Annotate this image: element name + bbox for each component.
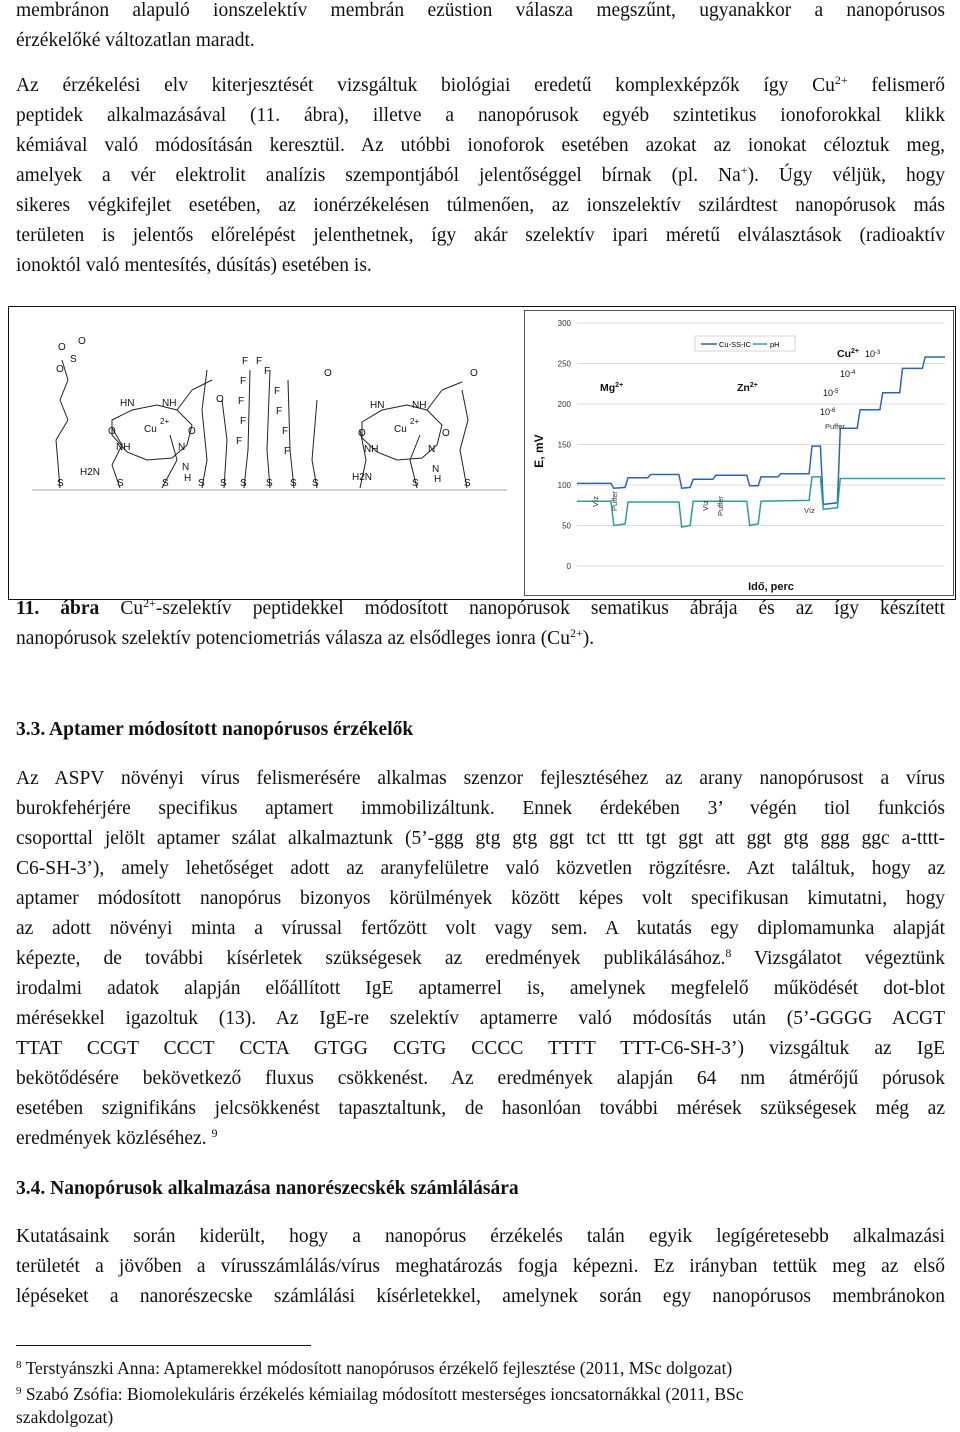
section-heading-3-4 xyxy=(16,1174,945,1204)
svg-text:S: S xyxy=(266,478,273,489)
footnote-9 xyxy=(16,1383,744,1405)
footnote-text: szakdolgozat) xyxy=(16,1407,114,1427)
text-span: eredmények közléséhez. xyxy=(16,1128,207,1149)
svg-text:F: F xyxy=(274,386,281,397)
text-line: kémiával való módosításán keresztül. Az utóbbi ionoforok esetében azokat az ionokat céloztuk meg, xyxy=(16,135,945,156)
annotation-conc: $10^{-4}$ xyxy=(840,369,856,379)
potentiometric-chart xyxy=(524,310,954,596)
text-line: irodalmi adatok alapján előállított IgE aptamerrel is, amelynek megfelelő működését dot-blot xyxy=(16,978,945,999)
footnote-8 xyxy=(16,1357,732,1379)
figure-11 xyxy=(8,306,956,600)
y-tick-label: 200 xyxy=(557,400,571,409)
legend-item: pH xyxy=(770,340,780,349)
svg-text:S: S xyxy=(220,478,227,489)
text-span: nanopórusok szelektív potenciometriás válasza az elsődleges ionra (Cu xyxy=(16,628,570,649)
svg-text:H: H xyxy=(184,473,192,484)
text-line: mérésekkel igazoltuk (13). Az IgE-re szelektív aptamerre való módosítás után (5’-GGGG ACGT xyxy=(16,1008,945,1029)
text-line: csoporttal jelölt aptamer szálat alkalmaztunk (5’-ggg gtg gtg ggt tct ttt tgt ggt att ggt gtg ggg ggc a-tttt- xyxy=(16,828,945,849)
figure-caption xyxy=(16,594,945,654)
svg-text:O: O xyxy=(216,394,224,405)
chart-legend xyxy=(695,336,795,351)
y-tick-label: 100 xyxy=(557,481,571,490)
text-line: Az ASPV növényi vírus felismerésére alkalmas szenzor fejlesztéséhez az arany nanopórusost a vírus xyxy=(16,768,945,789)
text-line: területét a jövőben a vírusszámlálás/vírus meghatározás fogja képezni. Ez irányban tettük meg az első xyxy=(16,1256,945,1277)
section-number: 3.3. xyxy=(16,719,46,740)
annotation-viz: Víz xyxy=(701,500,710,511)
text-span: ). xyxy=(582,628,595,649)
svg-text:F: F xyxy=(276,406,283,417)
svg-text:O: O xyxy=(188,426,196,437)
annotation-conc: $10^{-3}$ xyxy=(865,349,881,359)
svg-text:S: S xyxy=(312,478,319,489)
svg-text:S: S xyxy=(412,478,419,489)
svg-text:O: O xyxy=(78,336,86,347)
svg-text:F: F xyxy=(256,356,263,367)
text-span: Az érzékelési elv kiterjesztését vizsgáltuk biológiai eredetű komplexképzők így Cu xyxy=(16,75,835,96)
y-axis-label: E, mV xyxy=(532,434,546,468)
svg-text:O: O xyxy=(324,368,332,379)
y-tick-label: 50 xyxy=(562,521,571,531)
annotation-viz: Víz xyxy=(804,506,815,515)
text-line xyxy=(16,71,945,101)
footnote-ref: 9 xyxy=(211,1126,218,1140)
svg-text:Cu: Cu xyxy=(144,424,157,435)
annotation-viz: Víz xyxy=(591,496,600,507)
footnote-number: 8 xyxy=(16,1359,22,1371)
section-title: Nanopórusok alkalmazása nanorészecskék számlálására xyxy=(45,1178,519,1199)
text-line: bekötődésére bekövetkező fluxus csökkenést. Az eredmények alapján 64 nm átmérőjű pórusok xyxy=(16,1068,945,1089)
chart-series xyxy=(577,357,945,527)
text-line: esetében szignifikáns jelcsökkenést tapasztaltunk, de hasonlóan további mérések szükségesek még az xyxy=(16,1098,945,1119)
text-line xyxy=(16,624,945,654)
svg-text:O: O xyxy=(470,368,478,379)
text-line: TTAT CCGT CCCT CCTA GTGG CGTG CCCC TTTT TTT-C6-SH-3’) vizsgáltuk az IgE xyxy=(16,1038,945,1059)
text-span: ). Úgy véljük, hogy xyxy=(747,165,945,186)
section-heading-3-3 xyxy=(16,715,945,745)
svg-text:H: H xyxy=(434,474,442,485)
text-span: -szelektív peptidekkel módosított nanopórusok sematikus ábrája és az így készített xyxy=(155,598,945,619)
svg-text:S: S xyxy=(240,478,247,489)
svg-text:O: O xyxy=(108,426,116,437)
annotation-conc: $10^{-6}$ xyxy=(820,407,836,417)
svg-text:S: S xyxy=(464,478,471,489)
svg-text:HN: HN xyxy=(120,398,135,409)
svg-text:N: N xyxy=(428,444,436,455)
superscript: 2+ xyxy=(143,596,156,610)
superscript: + xyxy=(740,163,748,177)
svg-text:S: S xyxy=(162,478,169,489)
svg-text:F: F xyxy=(236,436,243,447)
svg-text:F: F xyxy=(282,426,289,437)
text-span: amelyek a vér elektrolit analízis szempontjából jelentőséggel bírnak (pl. Na xyxy=(16,165,741,186)
svg-text:NH: NH xyxy=(412,400,427,411)
svg-text:F: F xyxy=(240,376,247,387)
text-line xyxy=(16,944,945,974)
svg-text:F: F xyxy=(264,366,271,377)
annotation-puffer: Puffer xyxy=(610,491,619,511)
intro-paragraph xyxy=(16,0,945,56)
heading-line xyxy=(16,1174,945,1204)
footnote-number: 9 xyxy=(16,1385,22,1397)
svg-text:O: O xyxy=(56,364,64,375)
svg-text:F: F xyxy=(238,396,245,407)
text-line: lépéseket a nanorészecske számlálási kísérletekkel, amelynek során egy nanopórusos membránokon xyxy=(16,1286,945,1307)
svg-text:S: S xyxy=(290,478,297,489)
svg-text:Cu: Cu xyxy=(394,424,407,435)
text-line xyxy=(16,161,945,191)
svg-text:NH: NH xyxy=(364,444,379,455)
y-tick-label: 0 xyxy=(566,562,571,571)
series-line-ph xyxy=(577,477,945,527)
text-line: burokfehérjére specifikus aptamert immobilizáltunk. Ennek érdekében 3’ végén tiol funkciós xyxy=(16,798,945,819)
footnote-text: Terstyánszki Anna: Aptamerekkel módosított nanopórusos érzékelő fejlesztése (2011, MSc dolgozat) xyxy=(25,1358,733,1378)
footnote-ref: 8 xyxy=(725,946,732,960)
text-line: C6-SH-3’), amely lehetőséget adott az aranyfelületre való közvetlen rögzítésre. Azt találtuk, hogy az xyxy=(16,858,945,879)
annotation-zn: $Zn^{2+}$ xyxy=(737,382,758,394)
svg-text:O: O xyxy=(58,342,66,353)
peptide-structure-drawing xyxy=(12,310,512,596)
footnote-rule xyxy=(16,1345,311,1346)
heading-line xyxy=(16,715,945,745)
text-span: felismerő xyxy=(847,75,945,96)
text-line: Kutatásaink során kiderült, hogy a nanopórus érzékelés talán egyik legígéretesebb alkalmazási xyxy=(16,1226,945,1247)
svg-text:S: S xyxy=(198,478,205,489)
svg-text:H2N: H2N xyxy=(80,467,101,478)
superscript: 2+ xyxy=(834,73,848,87)
annotation-puffer: Puffer xyxy=(716,496,725,516)
svg-text:NH: NH xyxy=(116,442,131,453)
annotation-puffer: Puffer xyxy=(825,422,845,431)
text-span: képezte, de további kísérletek szükségesek az eredmények publikálásához. xyxy=(16,948,726,969)
text-line: az adott növényi minta a vírussal fertőzött volt vagy sem. A kutatás egy diplomamunka alapját xyxy=(16,918,945,939)
text-line xyxy=(16,594,945,624)
text-line: sikeres végkifejlet esetében, az ionérzékelésen túlmenően, az ionszelektív szilárdtest nanopórusok más xyxy=(16,195,945,216)
svg-text:HN: HN xyxy=(370,400,385,411)
text-span: Cu xyxy=(99,598,144,619)
svg-text:N: N xyxy=(178,442,186,453)
text-line: területen is jelentős előrelépést jelenthetnek, így akár szelektív ipari méretű elválasztások (radioaktív xyxy=(16,225,945,246)
text-line: membránon alapuló ionszelektív membrán ezüstion válasza megszűnt, ugyanakkor a nanopórusos xyxy=(16,0,945,21)
annotation-cu: $Cu^{2+}$ xyxy=(837,348,859,360)
x-axis-label: Idő, perc xyxy=(748,581,794,593)
chart-gridlines xyxy=(577,323,945,566)
section-title: Aptamer módosított nanopórusos érzékelők xyxy=(45,719,414,740)
annotation-conc: $10^{-5}$ xyxy=(823,388,839,398)
section-number: 3.4. xyxy=(16,1178,46,1199)
y-tick-label: 150 xyxy=(557,440,571,450)
text-line: aptamer módosított nanopórus bizonyos körülmények között képes volt specifikusan kimutatni, hogy xyxy=(16,888,945,909)
footnote-text: Szabó Zsófia: Biomolekuláris érzékelés kémiailag módosított mesterséges ioncsatornákkal (2011, BSc xyxy=(25,1384,744,1404)
text-line: ionoktól való mentesítés, dúsítás) esetében is. xyxy=(16,255,372,276)
svg-text:H2N: H2N xyxy=(352,472,373,483)
footnote-9-cont xyxy=(16,1406,113,1428)
caption-number: 11. ábra xyxy=(16,598,100,619)
legend-item: Cu-SS-IC xyxy=(719,340,752,349)
section-3-4-body xyxy=(16,1222,945,1312)
svg-text:O: O xyxy=(358,428,366,439)
peptide-schematic xyxy=(12,310,512,596)
svg-text:S: S xyxy=(57,478,64,489)
svg-text:2+: 2+ xyxy=(410,417,420,426)
paragraph-ionophores xyxy=(16,71,945,281)
chart-svg xyxy=(525,311,953,595)
svg-text:N: N xyxy=(432,464,440,475)
svg-text:O: O xyxy=(442,428,450,439)
svg-text:F: F xyxy=(240,416,247,427)
series-line-cu-ss-ic xyxy=(577,357,945,504)
y-tick-label: 300 xyxy=(557,319,571,328)
text-line: érzékelőké változatlan maradt. xyxy=(16,30,255,51)
svg-text:NH: NH xyxy=(162,398,177,409)
svg-text:S: S xyxy=(117,478,124,489)
text-line: peptidek alkalmazásával (11. ábra), illetve a nanopórusok egyéb szintetikus ionoforokkal klikk xyxy=(16,105,945,126)
svg-text:2+: 2+ xyxy=(160,417,170,426)
section-3-3-body xyxy=(16,764,945,1154)
svg-text:N: N xyxy=(182,462,190,473)
svg-text:S: S xyxy=(70,354,77,365)
svg-text:F: F xyxy=(242,356,249,367)
y-tick-label: 250 xyxy=(557,359,571,369)
y-axis-ticks xyxy=(558,319,572,571)
svg-text:F: F xyxy=(284,446,291,457)
annotation-mg: $Mg^{2+}$ xyxy=(600,382,624,394)
superscript: 2+ xyxy=(569,626,583,640)
text-line xyxy=(16,1124,945,1154)
text-span: Vizsgálatot végeztünk xyxy=(731,948,945,969)
